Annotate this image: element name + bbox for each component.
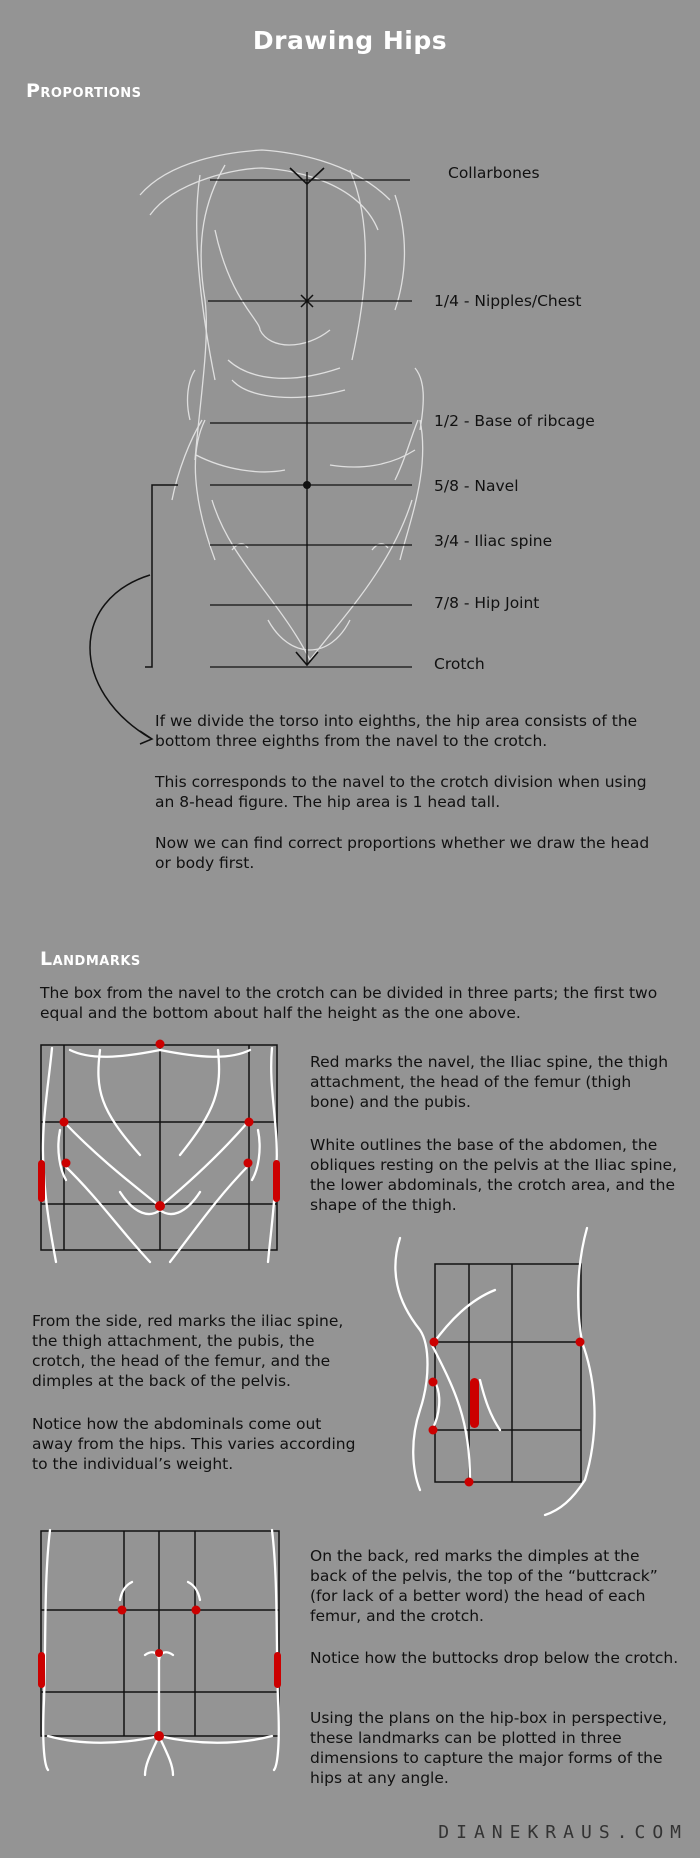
front-paragraph-1: Red marks the navel, the Iliac spine, the thigh attachment, the head of the femur (thigh bone) and the pubis. <box>310 1053 669 1111</box>
label-base-of-ribcage: 1/2 - Base of ribcage <box>434 412 595 430</box>
front-paragraph-2: White outlines the base of the abdomen, the obliques resting on the pelvis at the Iliac spine, the lower abdominals, the crotch area, and the shape of the thigh. <box>310 1136 678 1214</box>
landmarks-heading: Landmarks <box>40 948 141 970</box>
side-paragraph-1: From the side, red marks the iliac spine, the thigh attachment, the pubis, the crotch, the head of the femur, and the dimples at the back of the pelvis. <box>32 1312 344 1390</box>
landmarks-intro: The box from the navel to the crotch can be divided in three parts; the first two equal and the bottom about half the height as the one above. <box>40 984 658 1022</box>
label-navel: 5/8 - Navel <box>434 477 519 495</box>
proportions-heading: Proportions <box>26 80 142 102</box>
footer-website: DIANEKRAUS.COM <box>438 1822 688 1843</box>
proportions-paragraph-1: If we divide the torso into eighths, the hip area consists of the bottom three eighths from the navel to the crotch. <box>155 712 638 750</box>
back-paragraph-3: Using the plans on the hip-box in perspective, these landmarks can be plotted in three dimensions to capture the major forms of the hips at any angle. <box>310 1709 668 1787</box>
side-paragraph-2: Notice how the abdominals come out away from the hips. This varies according to the individual’s weight. <box>32 1415 356 1473</box>
label-iliac-spine: 3/4 - Iliac spine <box>434 532 553 550</box>
label-collarbones: Collarbones <box>448 164 540 182</box>
proportions-paragraph-3: Now we can find correct proportions whether we draw the head or body first. <box>155 834 650 872</box>
label-crotch: Crotch <box>434 655 485 673</box>
label-hip-joint: 7/8 - Hip Joint <box>434 594 540 612</box>
back-paragraph-2: Notice how the buttocks drop below the crotch. <box>310 1649 679 1667</box>
proportions-paragraph-2: This corresponds to the navel to the crotch division when using an 8-head figure. The hip area is 1 head tall. <box>155 773 647 811</box>
back-paragraph-1: On the back, red marks the dimples at the back of the pelvis, the top of the “buttcrack” (for lack of a better word) the head of each femur, and the crotch. <box>310 1547 658 1625</box>
page-title: Drawing Hips <box>252 26 448 55</box>
label-nipples-chest: 1/4 - Nipples/Chest <box>434 292 582 310</box>
